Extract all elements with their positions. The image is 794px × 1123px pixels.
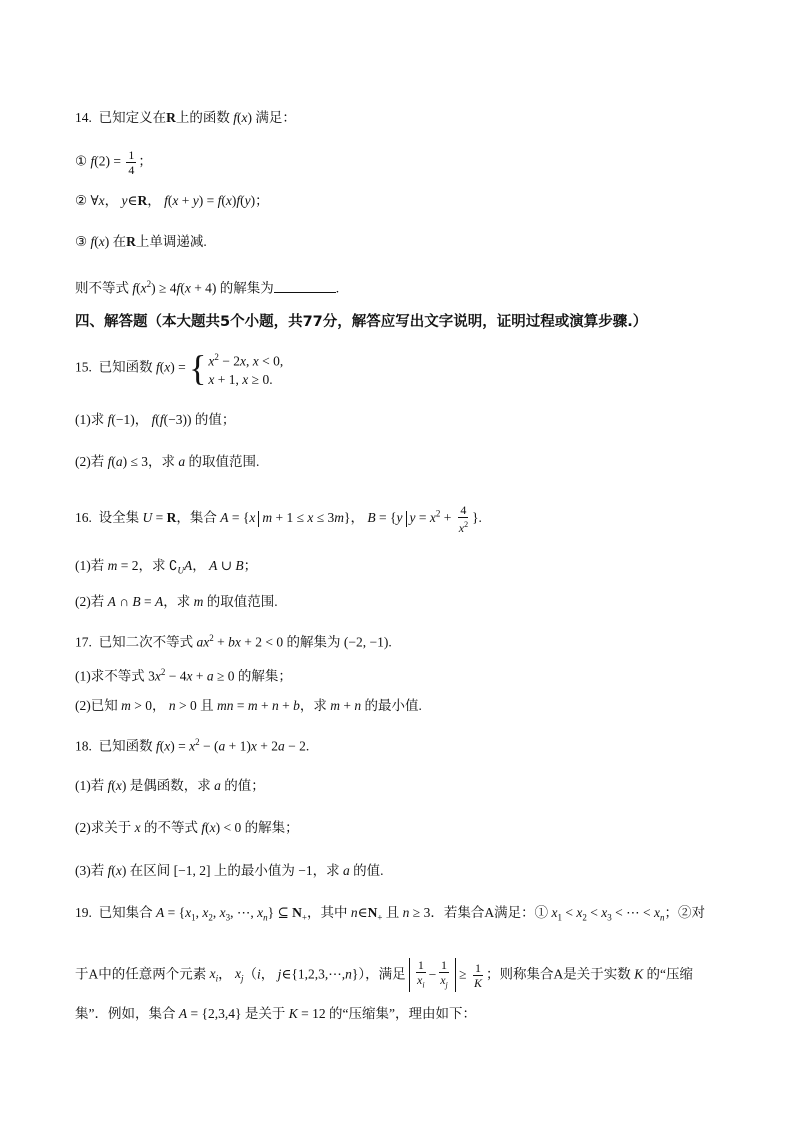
problem-18-question-2: (2)求关于 x 的不等式 f(x) < 0 的解集；	[75, 820, 299, 835]
problem-17-stem: 17. 已知二次不等式 $ax^2$ + bx + 2 < 0 的解集为 (−2, −1).	[75, 633, 392, 650]
piecewise-definition: { $x^2 - 2x$, x < 0, x + 1, x ≥ 0.	[189, 348, 284, 389]
problem-14-stem: 14. 已知定义在R上的函数 f(x) 满足：	[75, 110, 296, 125]
problem-16-stem: 16. 设全集 U = R，集合 A = {x m + 1 ≤ x ≤ 3m}， B = {y $y = x^2$ + $\frac{4}{x^2}$ }.	[75, 503, 482, 535]
problem-18-question-1: (1)若 f(x) 是偶函数，求 a 的值；	[75, 778, 265, 793]
problem-16-question-1: (1)若 m = 2，求 $∁_UA$， A ∪ B；	[75, 558, 258, 576]
problem-15-stem: 15. 已知函数 f(x) = { $x^2 - 2x$, x < 0, x + 1, x ≥ 0.	[75, 348, 284, 389]
problem-number: 14.	[75, 110, 92, 125]
problem-16-question-2: (2)若 A ∩ B = A，求 m 的取值范围.	[75, 594, 278, 609]
problem-18-stem: 18. 已知函数 $f(x) = x^2 - (a + 1)x + 2a - 2$.	[75, 737, 310, 754]
problem-17-question-2: (2)已知 m > 0， n > 0 且 mn = m + n + b，求 m + n 的最小值.	[75, 698, 422, 713]
problem-15-question-1: (1)求 f(−1)， f(f(−3)) 的值；	[75, 412, 236, 427]
section-4-heading: 四、解答题（本大题共5个小题，共77分，解答应写出文字说明，证明过程或演算步骤.）	[75, 314, 648, 330]
problem-14-question: 则不等式 $f(x^2) \ge 4f(x + 4)$ 的解集为 .	[75, 279, 340, 296]
problem-15-question-2: (2)若 f(a) ≤ 3，求 a 的取值范围.	[75, 454, 260, 469]
problem-14-condition-2: ② ∀x， y∈R， f(x + y) = f(x)f(y)；	[75, 193, 269, 208]
problem-17-question-1: (1)求不等式 $3x^2 - 4x + a \ge 0$ 的解集；	[75, 667, 292, 684]
problem-19-line-2: 于A中的任意两个元素 $x_i$， $x_j(i$， j∈{1,2,3,⋯,n}），满足 $\frac{1}{x_i}$ − $\frac{1}{x_j}$ ≥ $\frac{1}{K}$ ；则称集合A是关于实数 K 的“压缩	[75, 958, 693, 992]
problem-14-condition-1: ① f(2) = $\frac{1}{4}$ ；	[75, 148, 152, 177]
problem-19-line-3: 集”．例如，集合 A = {2,3,4} 是关于 K = 12 的“压缩集”，理由如下：	[75, 1006, 476, 1021]
answer-blank	[274, 278, 336, 293]
problem-18-question-3: (3)若 f(x) 在区间 [−1, 2] 上的最小值为 −1，求 a 的值.	[75, 863, 384, 878]
problem-19-line-1: 19. 已知集合 $A = \{x_1$, $x_2$, $x_3$, ⋯, $x_n$} ⊆ $N_+$，其中 $n\in N_+$ 且 n ≥ 3．若集合A满足：① $x_1 < x_2 < x_3$ < ⋯ < $x_n$；②对	[75, 905, 705, 923]
problem-14-condition-3: ③ f(x) 在R上单调递减.	[75, 234, 207, 249]
